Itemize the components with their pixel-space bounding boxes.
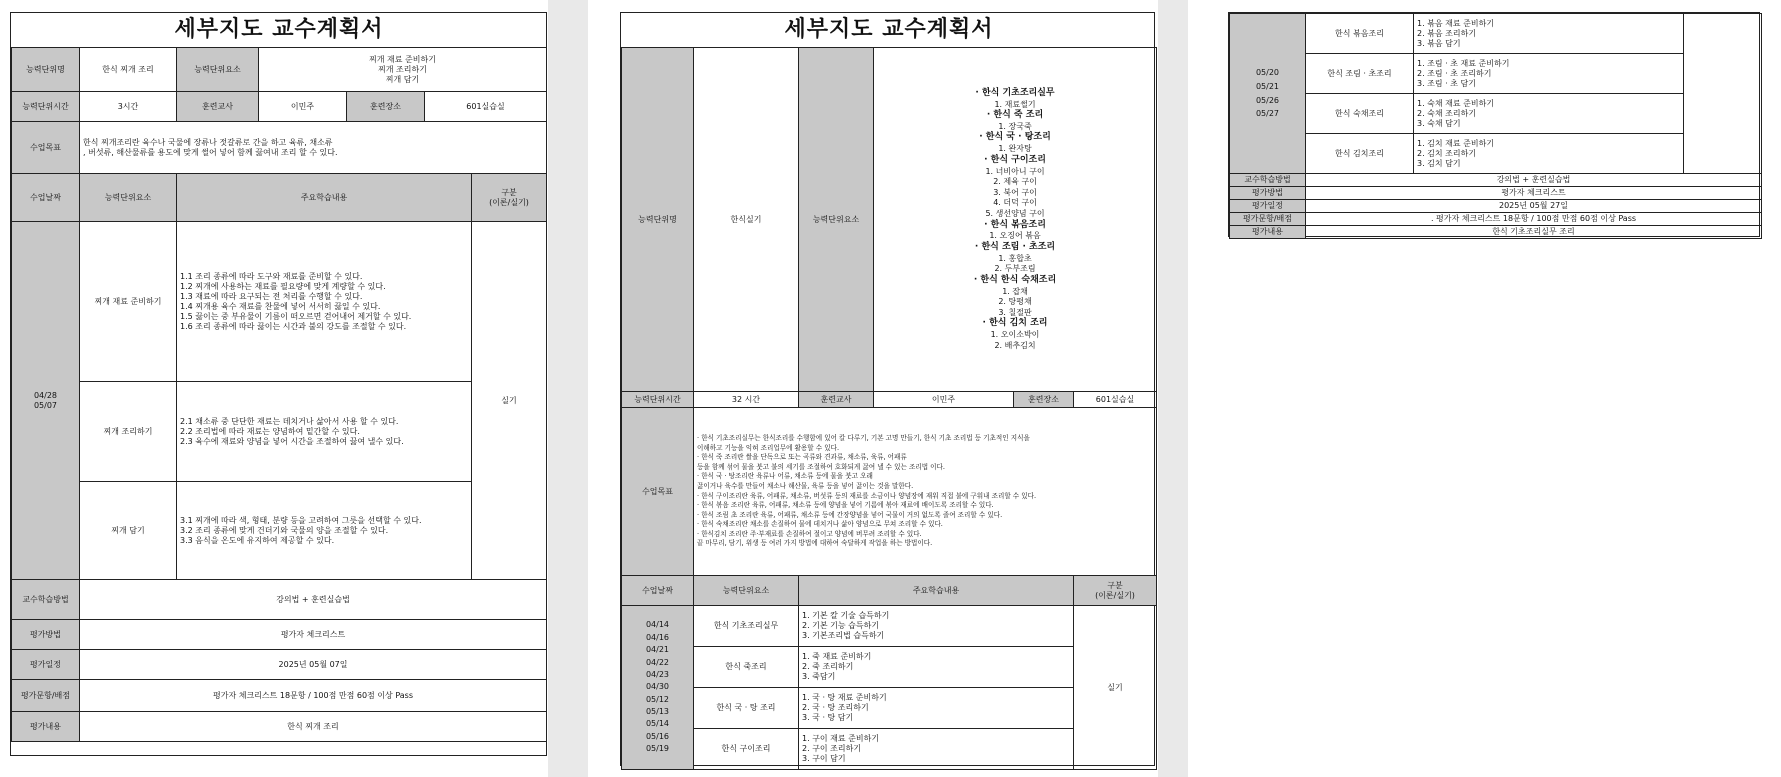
content-header: 주요학습내용 [177, 174, 472, 222]
eval-content-value: 한식 기초조리실무 조리 [1306, 226, 1762, 239]
lesson-plan-table-2 [620, 12, 1155, 766]
element-list [259, 48, 547, 92]
content-line: 1.6 조리 종류에 따라 끓이는 시간과 불의 강도를 조절할 수 있다. [180, 321, 407, 331]
content-line: 2. 기본 기능 습득하기 [802, 621, 880, 630]
row-contents [1414, 54, 1684, 94]
eval-content-label: 평가내용 [12, 712, 80, 742]
date-item: 04/22 [645, 657, 670, 667]
hours-value: 32 시간 [694, 392, 799, 408]
place-label: 훈련장소 [1014, 392, 1074, 408]
category-value: 실기 [472, 222, 547, 580]
content-line: 2. 조림 · 초 조리하기 [1417, 68, 1492, 78]
goal-line: 등을 함께 섞어 물을 붓고 불의 세기를 조절하여 호화되게 끓여 낼 수 있는 조리법 이다. [697, 462, 946, 471]
topic-item: 1. 홍합초 [998, 253, 1032, 263]
category-value [1684, 14, 1762, 174]
eval-content-label: 평가내용 [1230, 226, 1306, 239]
topic-title: · 한식 구이조리 [984, 154, 1046, 165]
eval-date-label: 평가일정 [12, 650, 80, 680]
method-value: 강의법 + 훈련실습법 [1306, 174, 1762, 187]
date-item: 05/14 [645, 719, 670, 729]
lesson-plan-table-3 [1228, 12, 1760, 237]
method-label: 교수학습방법 [1230, 174, 1306, 187]
date-item: 05/19 [645, 744, 670, 754]
eval-criteria-value: . 평가자 체크리스트 18문항 / 100점 만점 60점 이상 Pass [1306, 213, 1762, 226]
topic-title: · 한식 한식 숙채조리 [973, 274, 1057, 285]
eval-date-value: 2025년 05월 27일 [1306, 200, 1762, 213]
unit-label: 능력단위명 [12, 48, 80, 92]
content-line: 1. 국 · 탕 재료 준비하기 [802, 693, 887, 702]
content-line: 3. 김치 담기 [1417, 158, 1461, 168]
place-label: 훈련장소 [347, 92, 425, 122]
content-line: 2.1 채소류 중 단단한 재료는 데치거나 삶아서 사용 할 수 있다. [180, 416, 399, 426]
content-line: 2. 볶음 조리하기 [1417, 28, 1477, 38]
row-contents [1414, 94, 1684, 134]
date-item: 04/21 [645, 645, 670, 655]
row-element: 한식 기초조리실무 [694, 606, 799, 647]
date-item: 05/21 [1255, 81, 1280, 91]
content-line: 2. 국 · 탕 조리하기 [802, 703, 869, 712]
date-item: 05/12 [645, 694, 670, 704]
unit-value: 한식 찌개 조리 [80, 48, 177, 92]
category-header: 구분 (이론/실기) [1074, 576, 1157, 606]
eval-method-value: 평가자 체크리스트 [1306, 187, 1762, 200]
content-line: 2. 숙채 조리하기 [1417, 108, 1477, 118]
row-element: 한식 숙채조리 [1306, 94, 1414, 134]
content-line: 1.4 찌개용 육수 재료를 찬물에 넣어 서서히 끓일 수 있다. [180, 301, 381, 311]
category-header: 구분 (이론/실기) [472, 174, 547, 222]
row-element: 찌개 담기 [80, 482, 177, 580]
content-line: 1. 기본 칼 기술 습득하기 [802, 611, 890, 620]
row-element: 찌개 재료 준비하기 [80, 222, 177, 382]
row-element: 한식 죽조리 [694, 647, 799, 688]
row-element: 한식 볶음조리 [1306, 14, 1414, 54]
row-contents [177, 482, 472, 580]
content-line: 2. 구이 조리하기 [802, 744, 862, 753]
hours-label: 능력단위시간 [622, 392, 694, 408]
goal-text [80, 122, 547, 174]
page-title: 세부지도 교수계획서 [622, 13, 1157, 48]
goal-label: 수업목표 [622, 408, 694, 576]
eval-method-label: 평가방법 [12, 620, 80, 650]
row-contents [799, 688, 1074, 729]
date-item: 05/13 [645, 707, 670, 717]
content-line: 3. 기본조리법 습득하기 [802, 631, 885, 640]
method-label: 교수학습방법 [12, 580, 80, 620]
topic-title: · 한식 김치 조리 [982, 318, 1048, 329]
content-line: 2.2 조리법에 따라 재료는 양념하여 밑간할 수 있다. [180, 426, 360, 436]
topic-item: 2. 두부조림 [994, 264, 1036, 274]
date-item: 04/23 [645, 669, 670, 679]
content-line: 3.2 조리 종류에 맞게 건더기와 국물의 양을 조절할 수 있다. [180, 525, 389, 535]
teacher-label: 훈련교사 [177, 92, 259, 122]
hours-label: 능력단위시간 [12, 92, 80, 122]
goal-line: · 한식 기초조리실무는 한식조리를 수행함에 있어 칼 다루기, 기본 고명 만들기, 한식 기초 조리법 등 기초적인 지식을 [697, 434, 1030, 443]
row-contents [177, 382, 472, 482]
eval-criteria-label: 평가문항/배점 [12, 680, 80, 712]
content-line: 3. 볶음 담기 [1417, 38, 1461, 48]
goal-line: · 한식 죽 조리란 쌀을 단독으로 또는 곡류와 견과류, 채소류, 육류, 어패류 [697, 453, 907, 462]
date-header: 수업날짜 [12, 174, 80, 222]
content-line: 3. 조림 · 초 담기 [1417, 78, 1476, 88]
goal-text [694, 408, 1157, 576]
content-line: 1. 김치 재료 준비하기 [1417, 138, 1495, 148]
content-line: 1.2 찌개에 사용하는 재료를 필요량에 맞게 계량할 수 있다. [180, 281, 386, 291]
topic-item: 3. 칠절판 [998, 307, 1032, 317]
element-item: 찌개 조리하기 [378, 64, 427, 74]
goal-line: · 한식 볶음 조리란 육류, 어패류, 채소류 등에 양념을 넣어 기름에 볶아 재료에 배이도록 조리할 수 있다. [697, 501, 994, 510]
date-item: 05/26 [1255, 95, 1280, 105]
element-label: 능력단위요소 [799, 48, 874, 392]
page-title: 세부지도 교수계획서 [12, 13, 547, 48]
eval-date-label: 평가일정 [1230, 200, 1306, 213]
topic-item: 1. 장국죽 [998, 121, 1032, 131]
element-item: 찌개 재료 준비하기 [369, 54, 436, 64]
topic-item: 1. 잡채 [1002, 286, 1028, 296]
eval-method-value: 평가자 체크리스트 [80, 620, 547, 650]
row-contents [799, 606, 1074, 647]
topic-title: · 한식 볶음조리 [984, 219, 1046, 230]
goal-line: 한식 찌개조리란 육수나 국물에 장류나 젓갈류로 간을 하고 육류, 채소류 [83, 137, 333, 147]
content-line: 3. 숙채 담기 [1417, 118, 1461, 128]
content-header: 주요학습내용 [799, 576, 1074, 606]
topic-item: 5. 생선양념 구이 [985, 208, 1045, 218]
date-item: 04/28 [33, 390, 58, 400]
content-line: 2.3 육수에 재료와 양념을 넣어 시간을 조절하여 끓여 낼수 있다. [180, 436, 404, 446]
teacher-label: 훈련교사 [799, 392, 874, 408]
topic-item: 4. 더덕 구이 [993, 198, 1037, 208]
topic-title: · 한식 기초조리실무 [975, 87, 1055, 98]
category-value: 실기 [1074, 606, 1157, 770]
goal-line: · 한식김치 조리란 주·부재료를 손질하여 절이고 양념에 버무려 조리할 수 있다. [697, 529, 922, 538]
topic-item: 1. 완자탕 [998, 144, 1032, 154]
date-item: 05/20 [1255, 68, 1280, 78]
document-page-1 [0, 0, 548, 777]
content-line: 1. 볶음 재료 준비하기 [1417, 18, 1495, 28]
content-line: 1. 죽 재료 준비하기 [802, 652, 872, 661]
row-contents [799, 729, 1074, 770]
topic-item: 2. 제육 구이 [993, 177, 1037, 187]
content-line: 3.1 찌개에 따라 색, 형태, 분량 등을 고려하여 그릇을 선택할 수 있다. [180, 515, 422, 525]
place-value: 601실습실 [1074, 392, 1157, 408]
goal-line: 끓이거나 육수를 만들어 채소나 해산물, 육류 등을 넣어 끓이는 것을 말한다. [697, 481, 914, 490]
row-contents [1414, 14, 1684, 54]
date-item: 05/16 [645, 731, 670, 741]
date-item: 04/14 [645, 620, 670, 630]
content-line: 1. 숙채 재료 준비하기 [1417, 98, 1495, 108]
topic-item: 1. 재료썰기 [994, 99, 1036, 109]
row-element: 한식 구이조리 [694, 729, 799, 770]
element-label: 능력단위요소 [177, 48, 259, 92]
teacher-value: 이민주 [874, 392, 1014, 408]
content-line: 2. 죽 조리하기 [802, 662, 854, 671]
eval-content-value: 한식 찌개 조리 [80, 712, 547, 742]
row-element: 한식 국 · 탕 조리 [694, 688, 799, 729]
content-line: 1. 조림 · 초 재료 준비하기 [1417, 58, 1510, 68]
lesson-plan-table-1 [10, 12, 547, 756]
content-line: 3.3 음식을 온도에 유지하여 제공할 수 있다. [180, 535, 335, 545]
content-line: 1. 구이 재료 준비하기 [802, 734, 880, 743]
content-line: 2. 김치 조리하기 [1417, 148, 1477, 158]
topic-title: · 한식 국 · 탕조리 [979, 132, 1051, 143]
document-page-2 [588, 0, 1158, 777]
eval-criteria-value: 평가자 체크리스트 18문항 / 100점 만점 60점 이상 Pass [80, 680, 547, 712]
date-header: 수업날짜 [622, 576, 694, 606]
date-list [1230, 14, 1306, 174]
row-element: 한식 조림 · 초조리 [1306, 54, 1414, 94]
teacher-value: 이민주 [259, 92, 347, 122]
goal-line: · 한식 국 · 탕조리란 육류나 어류, 채소류 등에 물을 붓고 오래 [697, 472, 873, 481]
content-line: 1.3 재료에 따라 요구되는 전 처리를 수행할 수 있다. [180, 291, 363, 301]
date-item: 05/07 [33, 400, 58, 410]
goal-line: · 한식 조림 초 조리란 육류, 어패류, 채소류 등에 간장양념을 넣어 국물이 거의 없도록 졸여 조리할 수 있다. [697, 510, 1003, 519]
content-line: 3. 구이 담기 [802, 754, 846, 763]
date-list [12, 222, 80, 580]
date-item: 04/30 [645, 682, 670, 692]
content-line: 1.1 조리 종류에 따라 도구와 재료를 준비할 수 있다. [180, 271, 363, 281]
topic-title: · 한식 조림 · 초조리 [974, 241, 1056, 252]
element-header: 능력단위요소 [80, 174, 177, 222]
hours-value: 3시간 [80, 92, 177, 122]
element-header: 능력단위요소 [694, 576, 799, 606]
topic-item: 2. 배추김치 [994, 340, 1036, 350]
goal-line: · 한식 숙채조리란 채소를 손질하여 물에 데치거나 삶아 양념으로 무쳐 조리할 수 있다. [697, 520, 943, 529]
place-value: 601실습실 [425, 92, 547, 122]
row-element: 한식 김치조리 [1306, 134, 1414, 174]
goal-line: 이해하고 기능을 익혀 조리업무에 활용할 수 있다. [697, 443, 840, 452]
method-value: 강의법 + 훈련실습법 [80, 580, 547, 620]
row-contents [1414, 134, 1684, 174]
topic-item: 3. 북어 구이 [993, 187, 1037, 197]
eval-date-value: 2025년 05월 07일 [80, 650, 547, 680]
row-element: 찌개 조리하기 [80, 382, 177, 482]
date-item: 05/27 [1255, 109, 1280, 119]
document-page-3 [1188, 0, 1781, 777]
row-contents [177, 222, 472, 382]
topic-title: · 한식 죽 조리 [986, 110, 1044, 121]
content-line: 3. 죽담기 [802, 672, 836, 681]
eval-method-label: 평가방법 [1230, 187, 1306, 200]
goal-line: , 버섯류, 해산물류를 용도에 맞게 썰어 넣어 함께 끓여내 조리 할 수 있다. [83, 147, 338, 157]
topic-item: 2. 탕평채 [998, 297, 1032, 307]
topic-item: 1. 오이소박이 [990, 330, 1040, 340]
content-line: 3. 국 · 탕 담기 [802, 713, 854, 722]
date-item: 04/16 [645, 632, 670, 642]
goal-line: · 한식 구이조리란 육류, 어패류, 채소류, 버섯류 등의 재료를 소금이나 양념장에 재워 직접 불에 구워내 조리할 수 있다. [697, 491, 1037, 500]
content-line: 1.5 끓이는 중 부유물이 기름이 떠오르면 걷어내어 제거할 수 있다. [180, 311, 412, 321]
goal-line: 끝 마무리, 담기, 위생 등 여러 가지 방법에 대하여 숙달하게 작업을 하는 방법이다. [697, 539, 933, 548]
topic-item: 1. 오징어 볶음 [989, 231, 1041, 241]
unit-label: 능력단위명 [622, 48, 694, 392]
goal-label: 수업목표 [12, 122, 80, 174]
date-list [622, 606, 694, 770]
topic-item: 1. 너비아니 구이 [985, 166, 1045, 176]
row-contents [799, 647, 1074, 688]
eval-criteria-label: 평가문항/배점 [1230, 213, 1306, 226]
unit-value: 한식실기 [694, 48, 799, 392]
element-item: 찌개 담기 [385, 74, 420, 84]
topic-list [874, 48, 1157, 392]
